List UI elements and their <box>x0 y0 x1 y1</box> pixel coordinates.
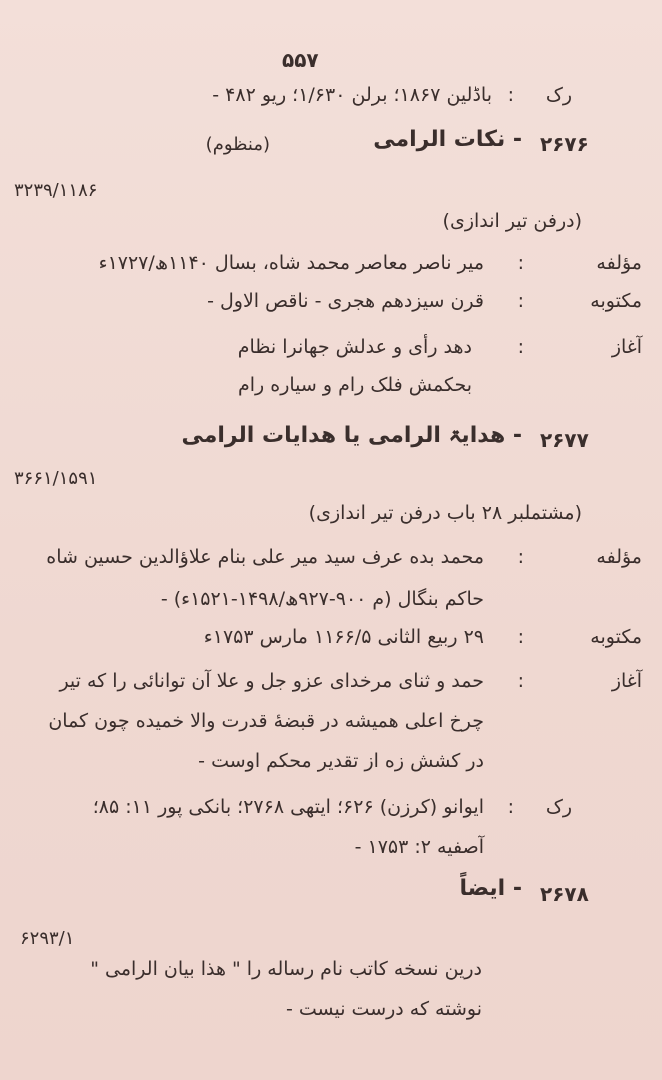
subject: (درفن تیر اندازی) <box>442 210 582 232</box>
author-text-1: محمد بده عرف سید میر علی بنام علاؤالدین حسین شاه <box>46 546 484 568</box>
copied-colon: : <box>517 290 524 312</box>
author-label: مؤلفه <box>596 252 642 274</box>
begin-text-3: در کشش زه از تقدیر محکم اوست - <box>198 750 484 772</box>
copied-label: مکتوبه <box>590 626 642 648</box>
begin-text-2: چرخ اعلی همیشه در قبضۀ قدرت والا خمیده چون کمان <box>48 710 484 732</box>
begin-label: آغاز <box>611 670 642 692</box>
page-number: ۵۵۷ <box>282 48 319 72</box>
note-text-1: درین نسخه کاتب نام رساله را " هذا بیان الرامی " <box>90 958 482 980</box>
entry-number: ۲۶۷۶ <box>540 132 589 156</box>
copied-colon: : <box>517 626 524 648</box>
manuscript-number: ۳۶۶۱/۱۵۹۱ <box>14 468 98 489</box>
ref-text-1: ایوانو (کرزن) ۶۲۶؛ ایتهی ۲۷۶۸؛ بانکی پور ۱۱: ۸۵؛ <box>92 796 484 818</box>
copied-text: قرن سیزدهم هجری - ناقص الاول - <box>207 290 484 312</box>
begin-text-1: حمد و ثنای مرخدای عزو جل و علا آن توانائی را که تیر <box>59 670 484 692</box>
manuscript-number: ۳۲۳۹/۱۱۸۶ <box>14 180 98 201</box>
author-colon: : <box>517 546 524 568</box>
ref-colon: : <box>507 796 514 818</box>
author-text: میر ناصر معاصر محمد شاه، بسال ۱۱۴۰ھ/۱۷۲۷ء <box>98 252 484 274</box>
author-label: مؤلفه <box>596 546 642 568</box>
ref-text: باڈلین ۱۸۶۷؛ برلن ۱/۶۳۰؛ ریو ۴۸۲ - <box>212 84 492 106</box>
entry-number: ۲۶۷۸ <box>540 882 589 906</box>
ref-label: رک <box>545 84 572 106</box>
ref-label: رک <box>545 796 572 818</box>
begin-label: آغاز <box>611 336 642 358</box>
ref-text-2: آصفیه ۲: ۱۷۵۳ - <box>354 836 484 858</box>
subject: (مشتملبر ۲۸ باب درفن تیر اندازی) <box>308 502 582 524</box>
begin-colon: : <box>517 670 524 692</box>
copied-label: مکتوبه <box>590 290 642 312</box>
author-text-2: حاکم بنگال (م ۹۰۰-۹۲۷ھ/۱۴۹۸-۱۵۲۱ء) - <box>160 588 484 610</box>
begin-verse-2: بحکمش فلک رام و سیاره رام <box>237 374 472 396</box>
begin-verse-1: دهد رأی و عدلش جهانرا نظام <box>237 336 472 358</box>
entry-title-suffix: (منظوم) <box>205 134 270 155</box>
entry-number: ۲۶۷۷ <box>540 428 589 452</box>
begin-colon: : <box>517 336 524 358</box>
author-colon: : <box>517 252 524 274</box>
entry-title: - هدایۃ الرامی یا هدایات الرامی <box>181 423 522 448</box>
manuscript-number: ۶۲۹۳/۱ <box>20 928 75 949</box>
ref-colon: : <box>507 84 514 106</box>
copied-text: ۲۹ ربیع الثانی ۱۱۶۶/۵ مارس ۱۷۵۳ء <box>203 626 484 648</box>
entry-title: - ایضاً <box>459 876 522 901</box>
entry-title: - نکات الرامی <box>373 127 522 152</box>
note-text-2: نوشته که درست نیست - <box>285 998 482 1020</box>
